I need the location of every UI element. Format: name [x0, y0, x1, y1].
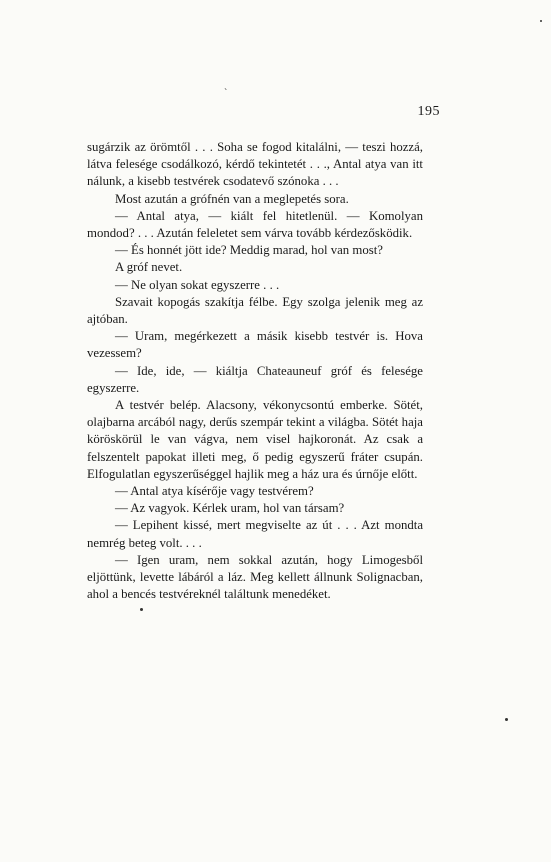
- paragraph: Szavait kopogás szakítja félbe. Egy szolga jelenik meg az ajtóban.: [87, 294, 423, 327]
- ink-speck: [540, 20, 542, 22]
- paragraph: — Antal atya, — kiált fel hitetlenül. — Komolyan mondod? . . . Azután feleletet sem várva tovább kérdezősködik.: [87, 208, 423, 241]
- page-number: 195: [417, 104, 440, 119]
- paragraph: — Ide, ide, — kiáltja Chateauneuf gróf és felesége egyszerre.: [87, 363, 423, 395]
- ink-speck: [505, 718, 508, 721]
- paragraph: — Igen uram, nem sokkal azután, hogy Limogesből eljöttünk, levette lábáról a láz. Meg kellett állnunk Solignacban, ahol a bencés testvéreknél találtunk menedéket.: [87, 552, 423, 602]
- paragraph: — Az vagyok. Kérlek uram, hol van társam?: [115, 501, 345, 516]
- paragraph: sugárzik az örömtől . . . Soha se fogod kitalálni, — teszi hozzá, látva felesége csodálkozó, kérdő tekintetét . . ., Antal atya van itt nálunk, a kisebb testvérek csodatevő szónoka . . .: [87, 140, 423, 189]
- paragraph: A testvér belép. Alacsony, vékonycsontú emberke. Sötét, olajbarna arcából nagy, derűs szempár tekint a világba. Sötét haja köröskörül le van vágva, nem visel hajkoronát. Az csak a felszentelt papokat illeti meg, ő pedig egyszerű fráter csupán. Elfogulatlan egyszerűséggel hajlik meg a ház ura és úrnője előtt.: [87, 398, 423, 481]
- paragraph: Most azután a grófnén van a meglepetés sora.: [115, 191, 349, 206]
- paragraph: — Ne olyan sokat egyszerre . . .: [115, 277, 280, 292]
- ink-speck: [140, 608, 143, 611]
- paragraph: — És honnét jött ide? Meddig marad, hol van most?: [115, 243, 383, 258]
- paragraph: — Antal atya kísérője vagy testvérem?: [115, 484, 314, 499]
- body-text: [87, 139, 423, 603]
- paragraph: A gróf nevet.: [115, 260, 183, 275]
- paragraph: — Lepihent kissé, mert megviselte az út . . . Azt mondta nemrég beteg volt. . . .: [87, 518, 423, 550]
- stray-mark: ˋ: [224, 88, 228, 99]
- paragraph: — Uram, megérkezett a másik kisebb testvér is. Hova vezessem?: [87, 329, 423, 361]
